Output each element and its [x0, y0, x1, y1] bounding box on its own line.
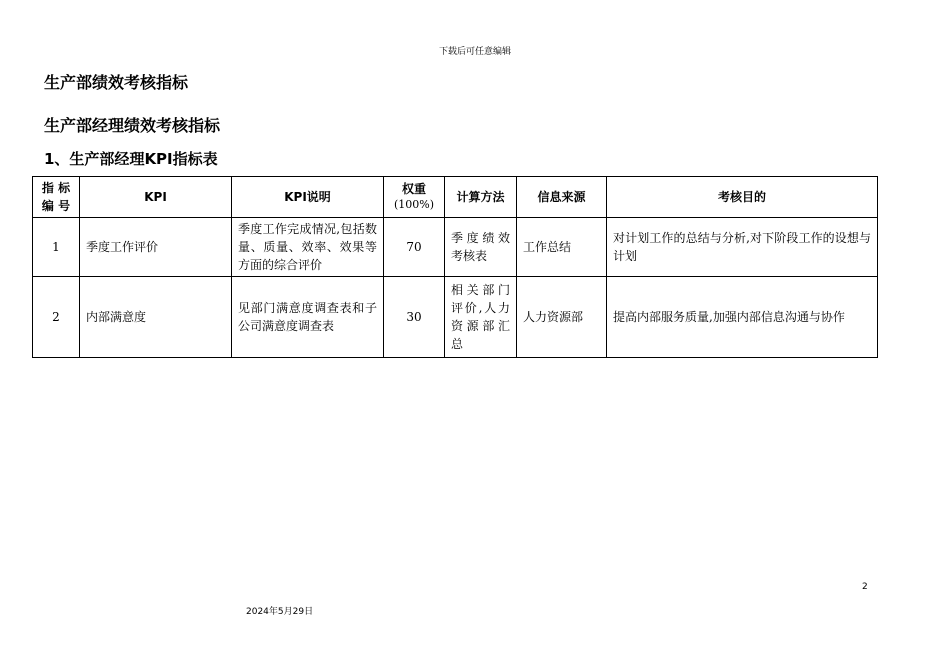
row-index: 2 — [33, 277, 80, 358]
row-method: 相关部门评价,人力资源部汇总 — [445, 277, 517, 358]
page-number: 2 — [862, 582, 868, 592]
table-row — [33, 277, 878, 358]
header-index: 指 标 编 号 — [33, 177, 80, 218]
header-source: 信息来源 — [517, 177, 607, 218]
footer-date: 2024年5月29日 — [246, 607, 314, 617]
kpi-table — [32, 176, 878, 358]
header-weight-sub: (100%) — [393, 197, 435, 211]
header-weight-label: 权重 — [401, 182, 426, 197]
row-desc: 见部门满意度调查表和子公司满意度调查表 — [232, 277, 384, 358]
row-desc: 季度工作完成情况,包括数量、质量、效率、效果等方面的综合评价 — [232, 218, 384, 277]
table-row — [33, 218, 878, 277]
header-purpose: 考核目的 — [607, 177, 878, 218]
header-kpi: KPI — [80, 177, 232, 218]
header-desc: KPI说明 — [232, 177, 384, 218]
section-title: 1、生产部经理KPI指标表 — [44, 150, 218, 168]
row-source: 工作总结 — [517, 218, 607, 277]
row-purpose: 对计划工作的总结与分析,对下阶段工作的设想与计划 — [607, 218, 878, 277]
row-purpose: 提高内部服务质量,加强内部信息沟通与协作 — [607, 277, 878, 358]
row-kpi: 季度工作评价 — [80, 218, 232, 277]
manager-title: 生产部经理绩效考核指标 — [44, 116, 221, 135]
header-note: 下载后可任意编辑 — [438, 47, 511, 57]
row-index: 1 — [33, 218, 80, 277]
row-kpi: 内部满意度 — [80, 277, 232, 358]
row-weight: 70 — [384, 218, 445, 277]
header-method: 计算方法 — [445, 177, 517, 218]
header-weight — [384, 177, 445, 218]
row-source: 人力资源部 — [517, 277, 607, 358]
dept-title: 生产部绩效考核指标 — [44, 73, 189, 92]
table-header-row — [33, 177, 878, 218]
row-weight: 30 — [384, 277, 445, 358]
row-method: 季度绩效考核表 — [445, 218, 517, 277]
